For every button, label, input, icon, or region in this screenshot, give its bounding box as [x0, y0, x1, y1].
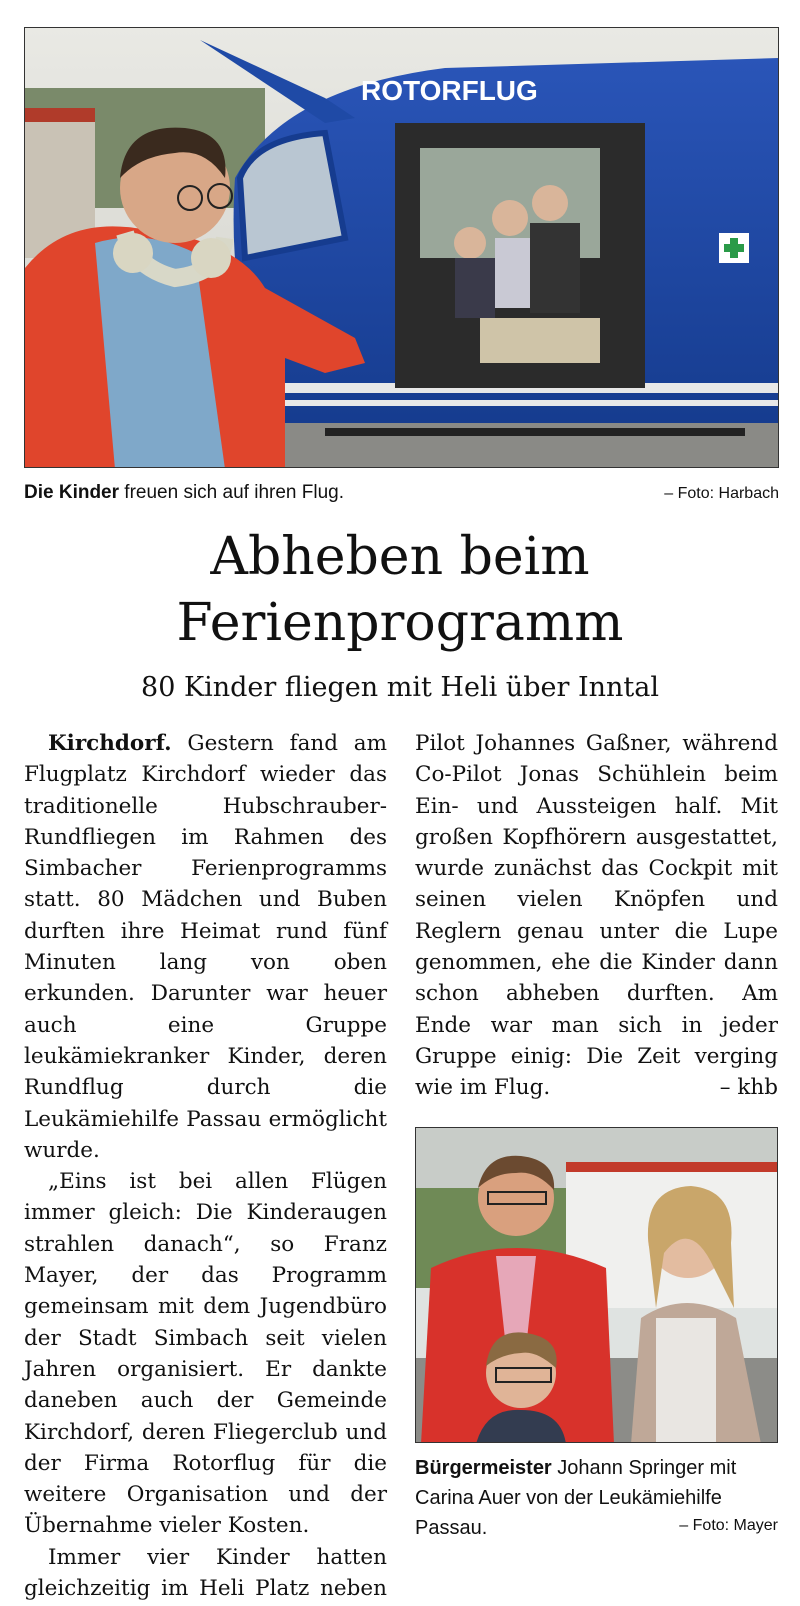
paragraph-3-continued	[415, 728, 778, 1104]
article-column-right	[415, 728, 778, 1104]
headline	[0, 524, 800, 656]
mayor-photo	[415, 1127, 778, 1443]
paragraph-3-continued-text: Pilot Johannes Gaßner, während Co-Pilot Jonas Schühlein beim Ein- und Aussteigen half. Mit großen Kopfhörern ausgestattet, wurde zunächst das Cockpit mit seinen vielen Knöpfen und Reglern genau unter die Lupe genommen, ehe die Kinder dann schon abheben durften. Am Ende war man sich in jeder Gruppe einig: Die Zeit verging wie im Flug.	[415, 731, 778, 1101]
headline-line-2: Ferienprogramm	[176, 593, 624, 653]
paragraph-1-text: Gestern fand am Flugplatz Kirchdorf wieder das traditionelle Hubschrauber-Rundfliegen im Rahmen des Simbacher Ferienprogramms statt. 80 Mädchen und Buben durften ihre Heimat rund fünf Minuten lang von oben erkunden. Darunter war heuer auch eine Gruppe leukämiekranker Kinder, deren Rundflug durch die Leukämiehilfe Passau ermöglicht wurde.	[24, 731, 387, 1163]
caption-text-2: Johann Springer mit Carina Auer von der Leukämiehilfe Passau.	[415, 1457, 737, 1539]
paragraph-2: „Eins ist bei allen Flügen immer gleich: Die Kinderaugen strahlen danach“, so Franz Mayer, der das Programm gemeinsam mit dem Jugendbüro der Stadt Simbach seit vielen Jahren organisiert. Er dankte daneben auch der Gemeinde Kirchdorf, deren Fliegerclub und der Firma Rotorflug für die weitere Organisation und der Übernahme vieler Kosten.	[24, 1169, 387, 1539]
headline-line-1: Abheben beim	[210, 527, 590, 587]
paragraph-1	[24, 728, 387, 1166]
photo-caption-2	[415, 1453, 778, 1543]
helicopter-logo-text: ROTORFLUG	[361, 75, 538, 106]
helicopter-photo	[24, 27, 779, 468]
helicopter-illustration	[25, 28, 779, 468]
photo-credit-2: – Foto: Mayer	[673, 1511, 778, 1541]
caption-bold-2: Bürgermeister	[415, 1457, 552, 1479]
mayor-illustration	[416, 1128, 778, 1443]
signature: – khb	[712, 1072, 778, 1103]
subheadline: 80 Kinder fliegen mit Heli über Inntal	[141, 672, 659, 703]
photo-caption-1	[24, 481, 779, 505]
caption-bold: Die Kinder	[24, 482, 120, 503]
caption-text: freuen sich auf ihren Flug.	[119, 482, 344, 503]
article-column-left	[24, 728, 387, 1606]
dateline: Kirchdorf.	[48, 731, 172, 756]
paragraph-3: Immer vier Kinder hatten gleichzeitig im Heli Platz neben	[24, 1544, 387, 1602]
photo-credit-1: – Foto: Harbach	[664, 485, 779, 502]
